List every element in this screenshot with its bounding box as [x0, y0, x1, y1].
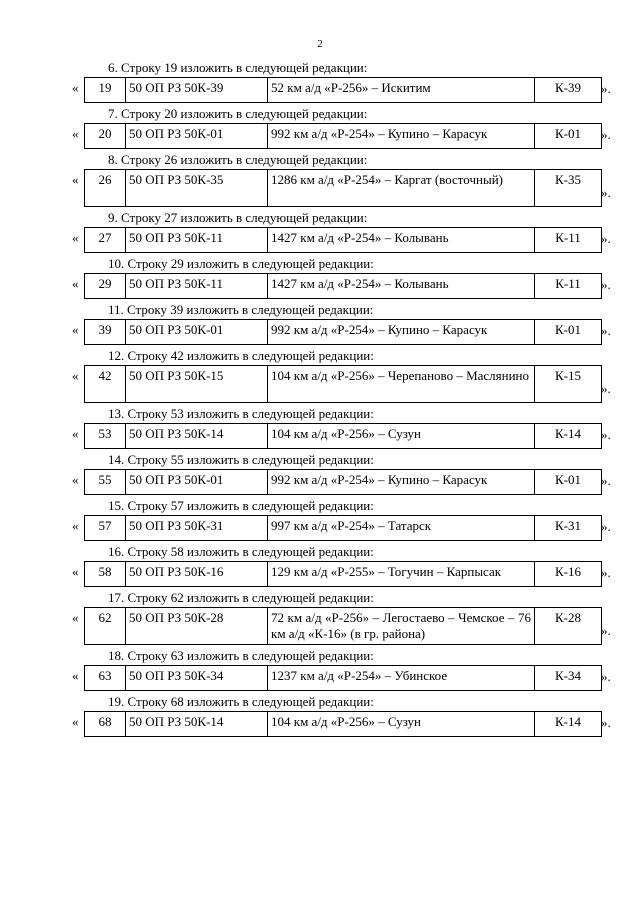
opening-quote: «	[72, 276, 79, 291]
road-code: 50 ОП РЗ 50К-31	[126, 516, 268, 541]
amendment-row	[0, 607, 640, 643]
closing-quote: ».	[601, 81, 611, 96]
road-code: 50 ОП РЗ 50К-01	[126, 470, 268, 495]
road-description: 1237 км а/д «Р-254» – Убинское	[268, 666, 535, 691]
amendment-row	[0, 77, 640, 101]
amendment-instruction: 16. Строку 58 изложить в следующей редакции:	[108, 544, 374, 559]
road-record-table	[84, 319, 602, 345]
road-record-table	[84, 561, 602, 587]
road-description: 992 км а/д «Р-254» – Купино – Карасук	[268, 470, 535, 495]
road-index: К-35	[535, 170, 602, 207]
opening-quote: «	[72, 426, 79, 441]
road-index: К-14	[535, 424, 602, 449]
opening-quote: «	[72, 80, 79, 95]
amendment-row	[0, 515, 640, 539]
amendment-instruction: 13. Строку 53 изложить в следующей редакции:	[108, 406, 374, 421]
amendment-row	[0, 123, 640, 147]
road-code: 50 ОП РЗ 50К-28	[126, 608, 268, 645]
amendment-instruction: 18. Строку 63 изложить в следующей редакции:	[108, 648, 374, 663]
amendment-block	[0, 404, 640, 447]
road-description: 992 км а/д «Р-254» – Купино – Карасук	[268, 124, 535, 149]
road-record-table	[84, 423, 602, 449]
road-description: 104 км а/д «Р-256» – Сузун	[268, 424, 535, 449]
opening-quote: «	[72, 322, 79, 337]
row-number: 42	[85, 366, 126, 403]
road-description: 52 км а/д «Р-256» – Искитим	[268, 78, 535, 103]
amendment-block	[0, 254, 640, 297]
road-description: 1286 км а/д «Р-254» – Каргат (восточный)	[268, 170, 535, 207]
amendment-block	[0, 646, 640, 689]
road-index: К-28	[535, 608, 602, 645]
road-record-table	[84, 365, 602, 403]
road-code: 50 ОП РЗ 50К-34	[126, 666, 268, 691]
amendment-instruction: 14. Строку 55 изложить в следующей редакции:	[108, 452, 374, 467]
road-code: 50 ОП РЗ 50К-11	[126, 274, 268, 299]
row-number: 19	[85, 78, 126, 103]
amendment-block	[0, 346, 640, 401]
amendment-row	[0, 423, 640, 447]
row-number: 68	[85, 712, 126, 737]
road-description: 992 км а/д «Р-254» – Купино – Карасук	[268, 320, 535, 345]
row-number: 57	[85, 516, 126, 541]
closing-quote: ».	[601, 715, 611, 730]
amendment-instruction: 9. Строку 27 изложить в следующей редакции:	[108, 210, 368, 225]
road-code: 50 ОП РЗ 50К-01	[126, 320, 268, 345]
road-index: К-11	[535, 228, 602, 253]
row-number: 55	[85, 470, 126, 495]
amendment-block	[0, 104, 640, 147]
amendment-row	[0, 365, 640, 401]
road-code: 50 ОП РЗ 50К-15	[126, 366, 268, 403]
road-index: К-39	[535, 78, 602, 103]
road-code: 50 ОП РЗ 50К-11	[126, 228, 268, 253]
amendment-block	[0, 208, 640, 251]
amendment-block	[0, 588, 640, 643]
opening-quote: «	[72, 368, 79, 383]
amendment-block	[0, 450, 640, 493]
road-record-table	[84, 77, 602, 103]
amendment-instruction: 11. Строку 39 изложить в следующей редакции:	[108, 302, 374, 317]
amendment-instruction: 17. Строку 62 изложить в следующей редакции:	[108, 590, 374, 605]
road-description: 104 км а/д «Р-256» – Черепаново – Маслянино	[268, 366, 535, 403]
amendment-instruction: 6. Строку 19 изложить в следующей редакции:	[108, 60, 368, 75]
opening-quote: «	[72, 472, 79, 487]
road-index: К-01	[535, 470, 602, 495]
row-number: 29	[85, 274, 126, 299]
row-number: 39	[85, 320, 126, 345]
road-record-table	[84, 515, 602, 541]
road-record-table	[84, 227, 602, 253]
closing-quote: ».	[601, 519, 611, 534]
row-number: 27	[85, 228, 126, 253]
opening-quote: «	[72, 126, 79, 141]
amendment-instruction: 8. Строку 26 изложить в следующей редакции:	[108, 152, 368, 167]
amendment-row	[0, 169, 640, 205]
road-record-table	[84, 123, 602, 149]
opening-quote: «	[72, 172, 79, 187]
opening-quote: «	[72, 668, 79, 683]
row-number: 20	[85, 124, 126, 149]
road-index: К-01	[535, 320, 602, 345]
road-description: 104 км а/д «Р-256» – Сузун	[268, 712, 535, 737]
amendment-block	[0, 692, 640, 735]
road-description: 997 км а/д «Р-254» – Татарск	[268, 516, 535, 541]
closing-quote: ».	[601, 427, 611, 442]
amendment-instruction: 12. Строку 42 изложить в следующей редакции:	[108, 348, 374, 363]
amendment-row	[0, 319, 640, 343]
amendment-row	[0, 561, 640, 585]
closing-quote: ».	[601, 185, 611, 200]
amendment-block	[0, 542, 640, 585]
opening-quote: «	[72, 230, 79, 245]
road-description: 1427 км а/д «Р-254» – Колывань	[268, 228, 535, 253]
road-index: К-16	[535, 562, 602, 587]
closing-quote: ».	[601, 231, 611, 246]
closing-quote: ».	[601, 473, 611, 488]
row-number: 58	[85, 562, 126, 587]
road-index: К-14	[535, 712, 602, 737]
amendment-block	[0, 496, 640, 539]
road-code: 50 ОП РЗ 50К-14	[126, 712, 268, 737]
amendment-row	[0, 227, 640, 251]
row-number: 62	[85, 608, 126, 645]
amendment-block	[0, 150, 640, 205]
document-body	[0, 58, 640, 738]
road-record-table	[84, 665, 602, 691]
road-description: 1427 км а/д «Р-254» – Колывань	[268, 274, 535, 299]
road-code: 50 ОП РЗ 50К-01	[126, 124, 268, 149]
amendment-instruction: 19. Строку 68 изложить в следующей редакции:	[108, 694, 374, 709]
road-record-table	[84, 469, 602, 495]
road-description: 129 км а/д «Р-255» – Тогучин – Карпысак	[268, 562, 535, 587]
closing-quote: ».	[601, 565, 611, 580]
road-code: 50 ОП РЗ 50К-39	[126, 78, 268, 103]
road-record-table	[84, 273, 602, 299]
road-record-table	[84, 169, 602, 207]
road-index: К-11	[535, 274, 602, 299]
road-index: К-34	[535, 666, 602, 691]
road-index: К-31	[535, 516, 602, 541]
amendment-row	[0, 273, 640, 297]
closing-quote: ».	[601, 323, 611, 338]
amendment-block	[0, 300, 640, 343]
amendment-block	[0, 58, 640, 101]
amendment-row	[0, 665, 640, 689]
row-number: 53	[85, 424, 126, 449]
road-index: К-01	[535, 124, 602, 149]
row-number: 26	[85, 170, 126, 207]
road-code: 50 ОП РЗ 50К-14	[126, 424, 268, 449]
page-number: 2	[317, 38, 323, 50]
amendment-row	[0, 711, 640, 735]
opening-quote: «	[72, 518, 79, 533]
closing-quote: ».	[601, 127, 611, 142]
road-code: 50 ОП РЗ 50К-35	[126, 170, 268, 207]
amendment-instruction: 15. Строку 57 изложить в следующей редакции:	[108, 498, 374, 513]
road-description: 72 км а/д «Р-256» – Легостаево – Чемское – 76 км а/д «К-16» (в гр. района)	[268, 608, 535, 645]
amendment-instruction: 10. Строку 29 изложить в следующей редакции:	[108, 256, 374, 271]
opening-quote: «	[72, 714, 79, 729]
closing-quote: ».	[601, 381, 611, 396]
row-number: 63	[85, 666, 126, 691]
amendment-row	[0, 469, 640, 493]
closing-quote: ».	[601, 669, 611, 684]
road-record-table	[84, 711, 602, 737]
closing-quote: ».	[601, 277, 611, 292]
amendment-instruction: 7. Строку 20 изложить в следующей редакции:	[108, 106, 368, 121]
closing-quote: ».	[601, 623, 611, 638]
road-index: К-15	[535, 366, 602, 403]
road-code: 50 ОП РЗ 50К-16	[126, 562, 268, 587]
road-record-table	[84, 607, 602, 645]
opening-quote: «	[72, 564, 79, 579]
opening-quote: «	[72, 610, 79, 625]
